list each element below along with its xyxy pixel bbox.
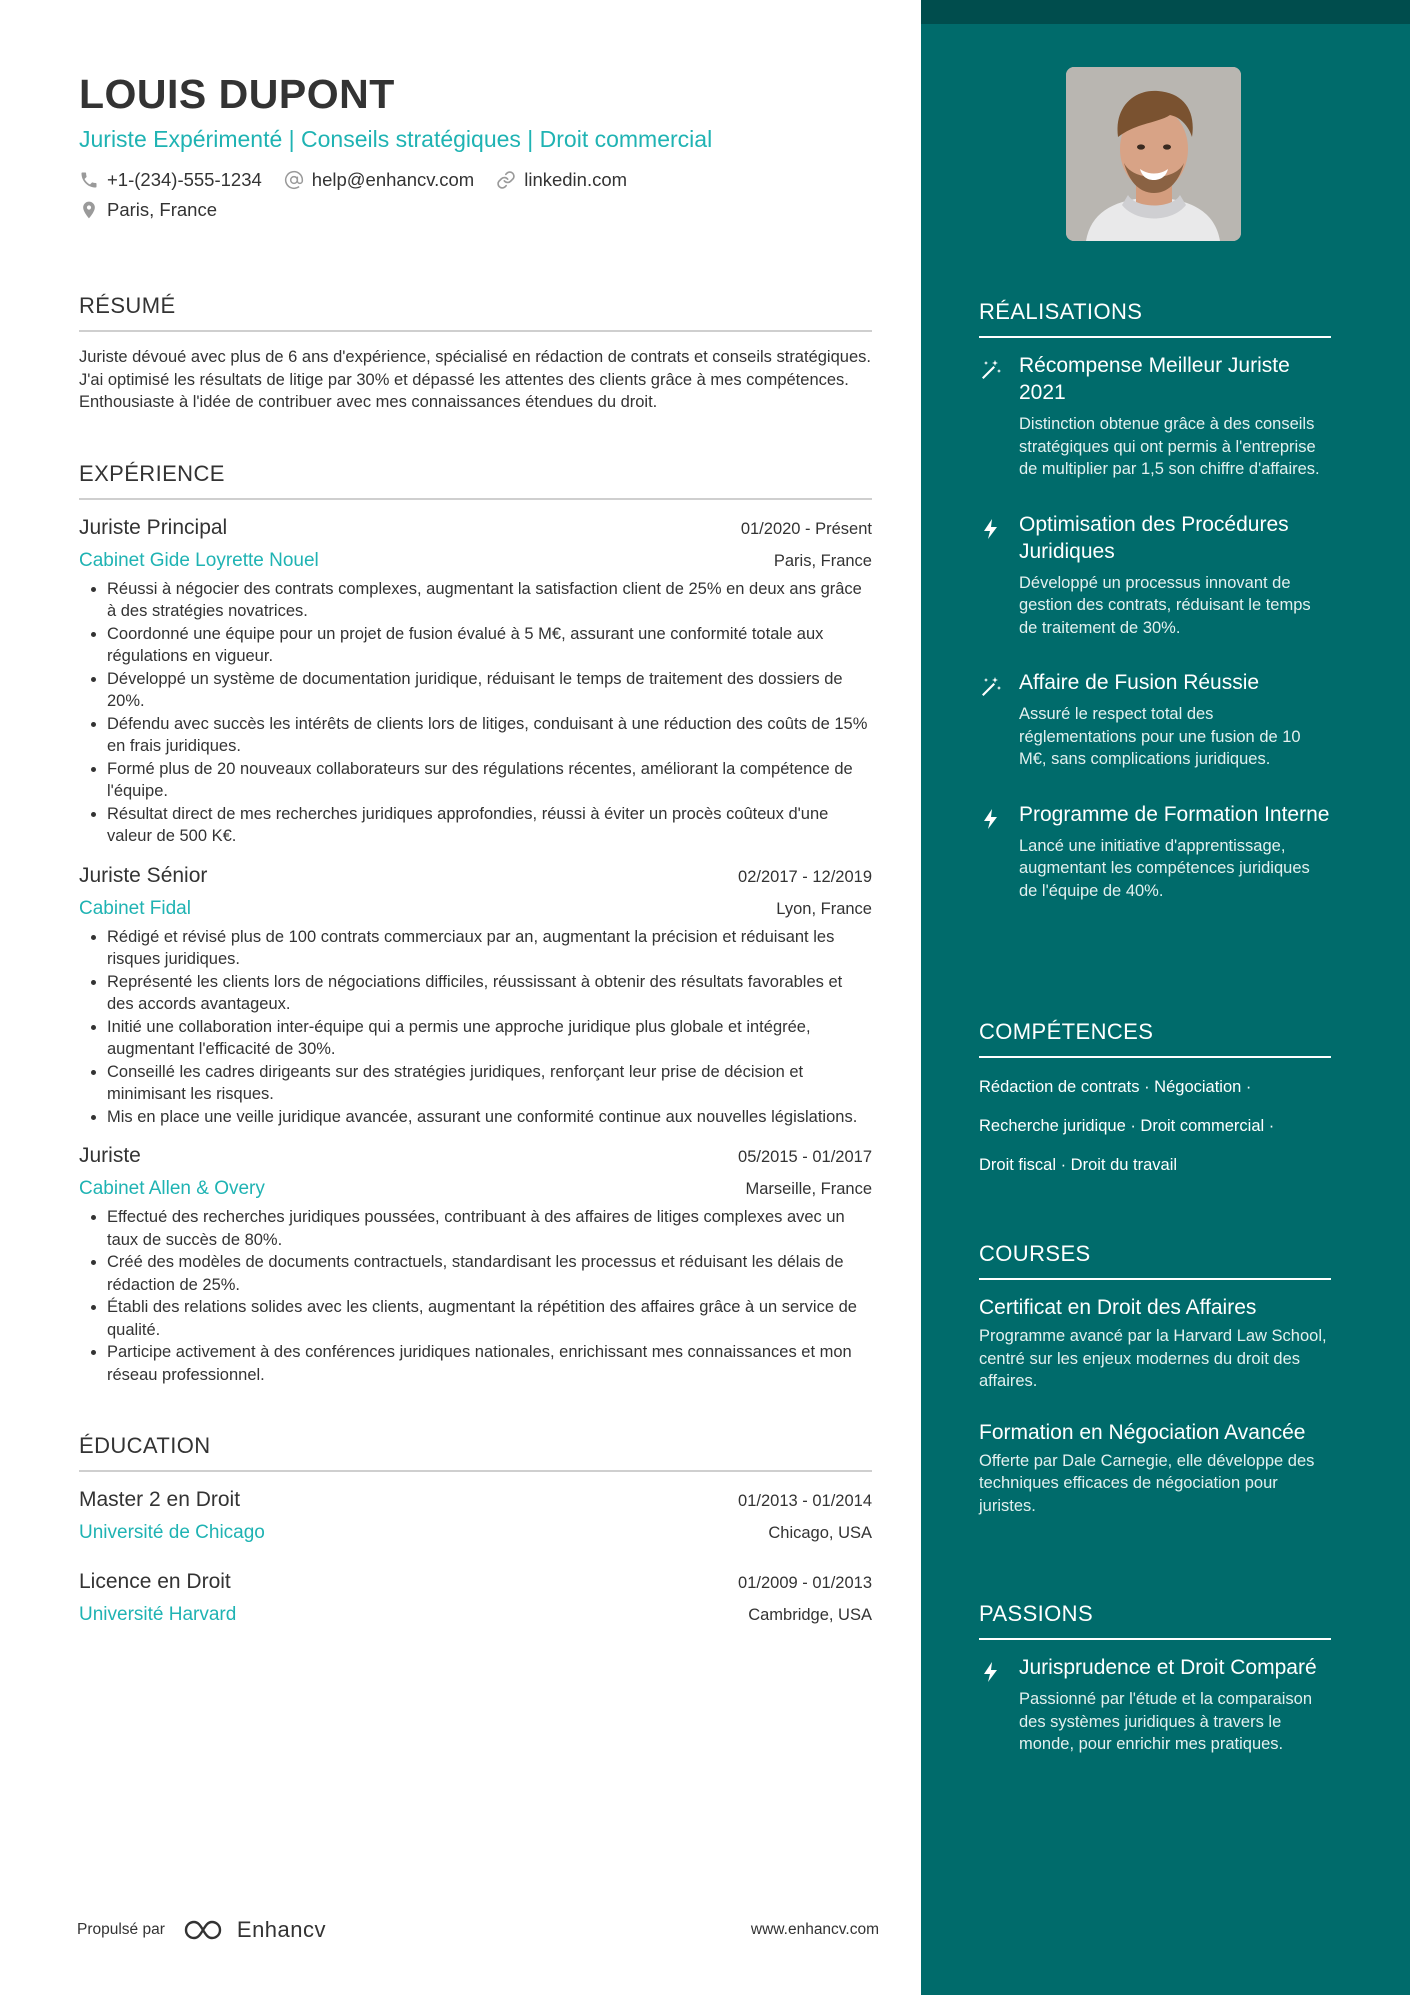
experience-title: EXPÉRIENCE: [79, 460, 872, 500]
profile-photo-image: [1066, 67, 1241, 241]
job-bullet: • Résultat direct de mes recherches juridiques approfondies, réussi à éviter un procès coûteux d'une valeur de 500 K€.: [107, 803, 872, 848]
job-bullets: [79, 578, 872, 848]
job-bullet: • Développé un système de documentation juridique, réduisant le temps de traitement des dossiers de 20%.: [107, 668, 872, 713]
skill-line: Recherche juridique · Droit commercial ·: [979, 1117, 1275, 1135]
achievement-title: Programme de Formation Interne: [1019, 802, 1330, 826]
job-location: Lyon, France: [776, 899, 872, 918]
job-date: 01/2020 - Présent: [740, 519, 872, 538]
job-bullet: • Effectué des recherches juridiques poussées, contribuant à des affaires de litiges complexes avec un taux de succès de 80%.: [107, 1206, 872, 1251]
job-bullet: • Coordonné une équipe pour un projet de fusion évalué à 5 M€, assurant une conformité totale aux régulations en vigueur.: [107, 623, 872, 668]
footer: [77, 1915, 879, 1945]
achievement-description: Développé un processus innovant de gestion des contrats, réduisant le temps de traitement de 30%.: [1019, 573, 1311, 637]
school: Université de Chicago: [79, 1522, 265, 1543]
skills-title: COMPÉTENCES: [979, 1018, 1331, 1058]
job-bullet: • Défendu avec succès les intérêts de clients lors de litiges, conduisant à une réduction des coûts de 15% en frais juridiques.: [107, 713, 872, 758]
powered-by-label: Propulsé par: [77, 1921, 165, 1938]
course-title: Certificat en Droit des Affaires: [979, 1296, 1257, 1319]
linkedin-contact: [496, 169, 627, 191]
job-bullet: • Établi des relations solides avec les clients, augmentant la répétition des affaires grâce à un service de qualité.: [107, 1296, 872, 1341]
courses-section: [979, 1240, 1331, 1517]
achievement-title: Affaire de Fusion Réussie: [1019, 671, 1260, 694]
enhancv-logo-icon: [183, 1918, 229, 1942]
summary-title: RÉSUMÉ: [79, 292, 872, 332]
achievement-item: [979, 352, 1331, 481]
headline: Juriste Expérimenté | Conseils stratégiques | Droit commercial: [79, 126, 713, 152]
lightning-icon: [979, 517, 1003, 541]
job-bullet: • Réussi à négocier des contrats complexes, augmentant la satisfaction client de 25% en deux ans grâce à des stratégies novatrices.: [107, 578, 872, 623]
job-company: Cabinet Gide Loyrette Nouel: [79, 549, 319, 571]
job-company: Cabinet Fidal: [79, 897, 191, 919]
passion-description: Passionné par l'étude et la comparaison des systèmes juridiques à travers le monde, pour enrichir mes pratiques.: [1019, 1690, 1312, 1753]
achievement-item: [979, 669, 1331, 771]
link-icon: [496, 170, 516, 190]
school-location: Cambridge, USA: [748, 1606, 872, 1624]
achievement-description: Lancé une initiative d'apprentissage, augmentant les compétences juridiques de l'équipe de 40%.: [1019, 836, 1310, 900]
passion-item: [979, 1654, 1331, 1756]
education-entry: [79, 1568, 872, 1628]
footer-branding: [77, 1917, 326, 1943]
linkedin-link[interactable]: linkedin.com: [524, 169, 628, 190]
job-title: Juriste Sénior: [79, 863, 208, 887]
job-entry: [79, 862, 872, 1129]
job-bullets: [79, 926, 872, 1129]
job-bullet: • Formé plus de 20 nouveaux collaborateurs sur des régulations récentes, améliorant la compétence de l'équipe.: [107, 758, 872, 803]
website-link[interactable]: www.enhancv.com: [750, 1921, 879, 1938]
email-link[interactable]: help@enhancv.com: [311, 169, 475, 190]
education-section: [79, 1432, 872, 1628]
job-date: 05/2015 - 01/2017: [738, 1148, 872, 1166]
education-title: ÉDUCATION: [79, 1432, 872, 1472]
degree: Licence en Droit: [79, 1570, 231, 1593]
achievement-item: [979, 511, 1331, 640]
passion-title: Jurisprudence et Droit Comparé: [1019, 1656, 1317, 1679]
main-content: [79, 70, 872, 1628]
skill-line: Rédaction de contrats · Négociation ·: [979, 1078, 1252, 1096]
job-bullet: • Créé des modèles de documents contractuels, standardisant les processus et réduisant les délais de rédaction de 25%.: [107, 1251, 872, 1296]
job-bullet: • Participe activement à des conférences juridiques nationales, enrichissant mes connaissances et mon réseau professionnel.: [107, 1341, 872, 1386]
courses-title: COURSES: [979, 1240, 1331, 1280]
achievement-title: Récompense Meilleur Juriste 2021: [1019, 354, 1290, 404]
location-text: Paris, France: [107, 199, 218, 220]
achievement-description: Assuré le respect total des réglementations pour une fusion de 10 M€, sans complications juridiques.: [1019, 705, 1301, 768]
course-item: [979, 1294, 1331, 1393]
at-sign-icon: [284, 170, 304, 190]
skills-list: [979, 1068, 1331, 1185]
phone-contact: [79, 169, 262, 191]
contact-row: [79, 168, 872, 192]
lightning-icon: [979, 807, 1003, 831]
course-description: Programme avancé par la Harvard Law School, centré sur les enjeux modernes du droit des affaires.: [979, 1327, 1327, 1390]
course-description: Offerte par Dale Carnegie, elle développe des techniques efficaces de négociation pour juristes.: [979, 1451, 1315, 1515]
education-date: 01/2009 - 01/2013: [738, 1574, 872, 1592]
sidebar: [921, 0, 1410, 1995]
experience-section: [79, 460, 872, 1387]
lightning-icon: [979, 1660, 1003, 1684]
job-location: Marseille, France: [745, 1180, 872, 1198]
email-contact: [284, 169, 474, 191]
job-entry: [79, 1142, 872, 1386]
map-pin-icon: [79, 200, 99, 220]
brand-name: Enhancv: [236, 1917, 327, 1942]
degree: Master 2 en Droit: [79, 1488, 241, 1511]
achievements-title: RÉALISATIONS: [979, 298, 1331, 338]
course-title: Formation en Négociation Avancée: [979, 1420, 1306, 1444]
location-contact: [79, 199, 217, 221]
enhancv-logo[interactable]: [183, 1917, 326, 1943]
summary-text: Juriste dévoué avec plus de 6 ans d'expérience, spécialisé en rédaction de contrats et conseils stratégiques. J'ai optimisé les résultats de litige par 30% et dépassé les attentes des clients grâce à mes compétences. Enthousiaste à l'idée de contribuer avec mes connaissances étendues du droit.: [79, 348, 871, 411]
location-row: [79, 198, 872, 222]
achievement-item: [979, 801, 1331, 903]
phone-number: +1-(234)-555-1234: [107, 169, 262, 190]
job-bullet: • Initié une collaboration inter-équipe qui a permis une approche juridique plus globale et intégrée, augmentant l'efficacité de 30%.: [107, 1016, 872, 1061]
sidebar-top-bar: [921, 0, 1410, 24]
job-bullet: • Représenté les clients lors de négociations difficiles, réussissant à obtenir des résultats favorables et des accords avantageux.: [107, 971, 872, 1016]
education-date: 01/2013 - 01/2014: [738, 1492, 872, 1510]
job-bullet: • Mis en place une veille juridique avancée, assurant une conformité continue aux nouvelles législations.: [107, 1106, 872, 1129]
job-bullet: • Conseillé les cadres dirigeants sur des stratégies juridiques, renforçant leur prise de décision et minimisant les risques.: [107, 1061, 872, 1106]
skills-section: [979, 1018, 1331, 1185]
job-bullets: [79, 1206, 872, 1386]
magic-wand-icon: [979, 675, 1003, 699]
profile-photo: [1066, 67, 1241, 241]
course-item: [979, 1419, 1331, 1518]
passions-title: PASSIONS: [979, 1600, 1331, 1640]
achievement-title: Optimisation des Procédures Juridiques: [1019, 512, 1289, 563]
passions-section: [979, 1600, 1331, 1756]
job-title: Juriste: [79, 1144, 141, 1167]
job-title: Juriste Principal: [79, 515, 228, 539]
magic-wand-icon: [979, 358, 1003, 382]
phone-icon: [79, 170, 99, 190]
skill-line: Droit fiscal · Droit du travail: [979, 1156, 1178, 1174]
job-location: Paris, France: [773, 551, 872, 570]
job-company: Cabinet Allen & Overy: [79, 1178, 265, 1199]
school-location: Chicago, USA: [768, 1524, 872, 1542]
job-entry: [79, 514, 872, 848]
achievement-description: Distinction obtenue grâce à des conseils stratégiques qui ont permis à l'entreprise de multiplier par 1,5 son chiffre d'affaires.: [1019, 415, 1320, 478]
job-bullet: • Rédigé et révisé plus de 100 contrats commerciaux par an, augmentant la précision et réduisant les risques juridiques.: [107, 926, 872, 971]
candidate-name: LOUIS DUPONT: [79, 71, 395, 117]
achievements-section: [979, 298, 1331, 902]
job-date: 02/2017 - 12/2019: [738, 867, 872, 886]
education-entry: [79, 1486, 872, 1546]
summary-section: [79, 292, 872, 414]
school: Université Harvard: [79, 1604, 237, 1625]
